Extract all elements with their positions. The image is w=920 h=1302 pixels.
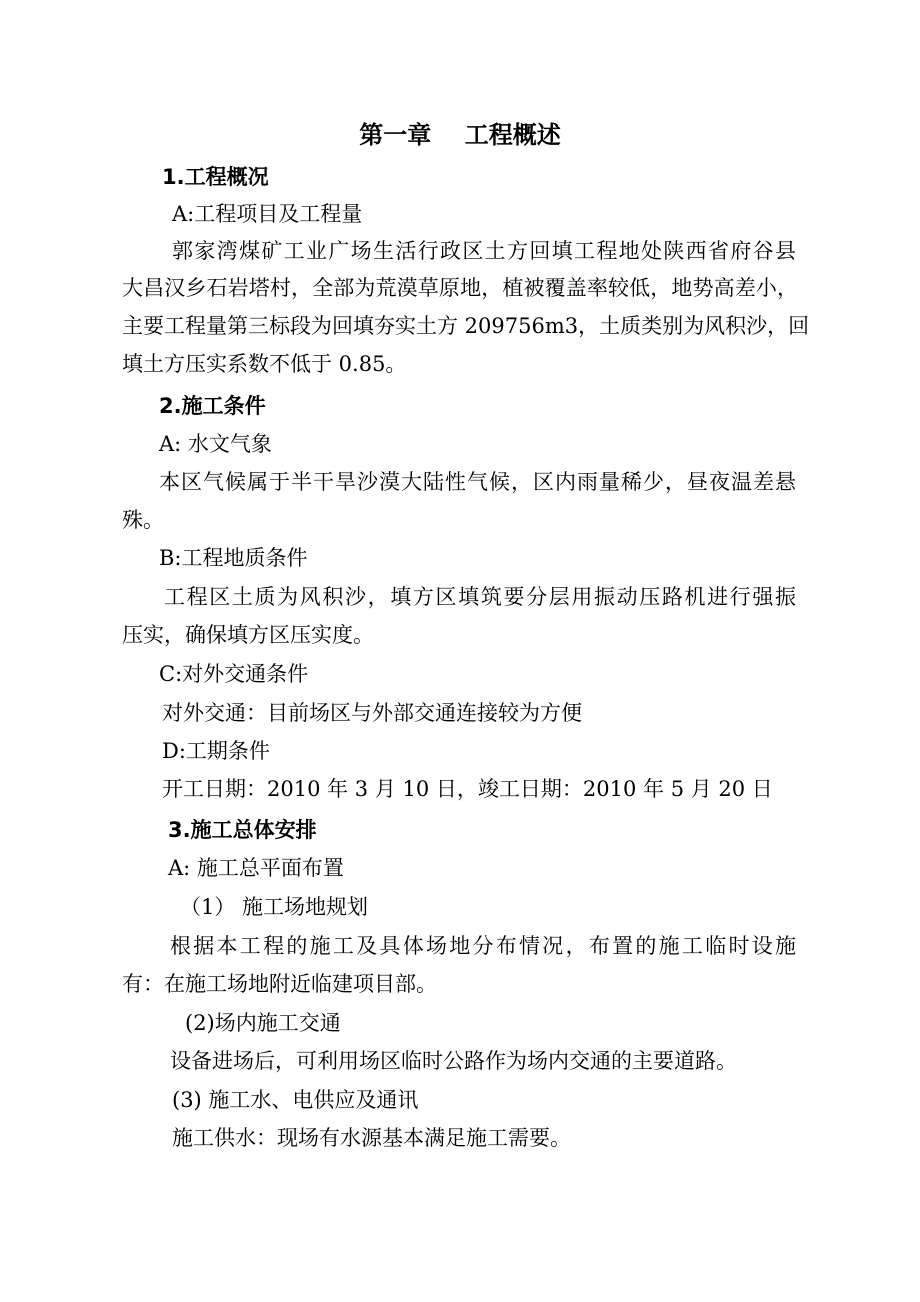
section-heading-2: 2.施工条件 xyxy=(159,394,266,418)
paragraph-line: 有：在施工场地附近临建项目部。 xyxy=(122,972,437,996)
subsection-heading: B:工程地质条件 xyxy=(159,546,308,570)
paragraph-line: 压实，确保填方区压实度。 xyxy=(122,623,374,647)
subsection-heading: D:工期条件 xyxy=(162,739,270,763)
paragraph-line: 根据本工程的施工及具体场地分布情况，布置的施工临时设施 xyxy=(170,934,796,958)
subsection-heading: A: 施工总平面布置 xyxy=(168,856,344,880)
paragraph-line: 主要工程量第三标段为回填夯实土方 209756m3，土质类别为风积沙，回 xyxy=(122,314,810,338)
paragraph-line: 大昌汉乡石岩塔村，全部为荒漠草原地，植被覆盖率较低，地势高差小， xyxy=(122,276,798,300)
paragraph-line: 对外交通：目前场区与外部交通连接较为方便 xyxy=(162,701,582,725)
subsection-heading: (2)场内施工交通 xyxy=(185,1011,341,1035)
paragraph-line: 郭家湾煤矿工业广场生活行政区土方回填工程地处陕西省府谷县 xyxy=(172,239,796,263)
subsection-heading: A: 水文气象 xyxy=(159,432,272,456)
paragraph-line: 本区气候属于半干旱沙漠大陆性气候，区内雨量稀少，昼夜温差悬 xyxy=(159,470,796,494)
chapter-title: 第一章 工程概述 xyxy=(359,121,561,149)
paragraph-line: 设备进场后，可利用场区临时公路作为场内交通的主要道路。 xyxy=(170,1049,737,1073)
paragraph-line: 工程区土质为风积沙，填方区填筑要分层用振动压路机进行强振 xyxy=(164,585,796,609)
subsection-heading: （1） 施工场地规划 xyxy=(180,895,369,919)
subsection-heading: C:对外交通条件 xyxy=(159,662,309,686)
paragraph-line: 填土方压实系数不低于 0.85。 xyxy=(122,352,407,376)
paragraph-line: 施工供水：现场有水源基本满足施工需要。 xyxy=(172,1126,571,1150)
paragraph-line: 开工日期：2010 年 3 月 10 日，竣工日期：2010 年 5 月 20 日 xyxy=(162,777,773,801)
section-heading-1: 1.工程概况 xyxy=(162,165,269,189)
subsection-heading: (3) 施工水、电供应及通讯 xyxy=(172,1088,419,1112)
subsection-heading: A:工程项目及工程量 xyxy=(172,202,363,226)
paragraph-line: 殊。 xyxy=(122,508,164,532)
section-heading-3: 3.施工总体安排 xyxy=(168,818,317,842)
